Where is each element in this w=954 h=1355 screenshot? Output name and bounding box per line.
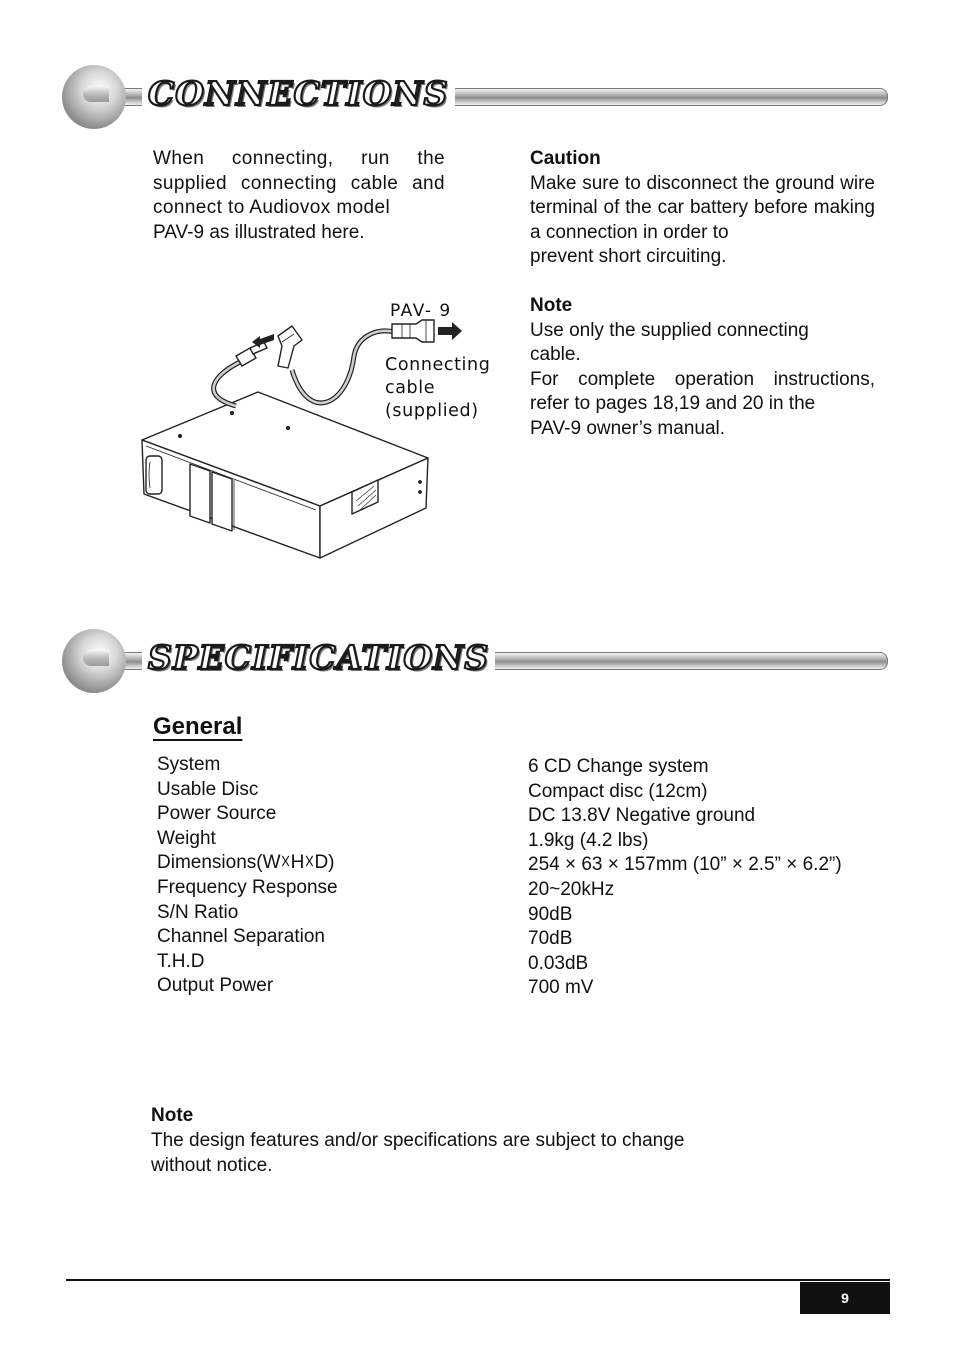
specifications-header xyxy=(62,626,888,696)
arrow-to-pav9 xyxy=(438,322,462,340)
cable-label-line-3: (supplied) xyxy=(385,401,479,421)
spec-value: 700 mV xyxy=(528,977,594,999)
connections-title: CONNECTIONS xyxy=(142,71,455,117)
specifications-note-text-1: The design features and/or specifications are subject to change xyxy=(151,1130,685,1151)
connections-intro xyxy=(153,147,445,245)
spec-value: DC 13.8V Negative ground xyxy=(528,805,756,827)
spec-value: Compact disc (12cm) xyxy=(528,780,708,802)
connections-note-text-1: Use only the supplied connecting xyxy=(530,319,809,341)
cable-label-line-1: Connecting xyxy=(385,355,491,375)
spec-label: Output Power xyxy=(157,975,274,997)
caution-text-last: prevent short circuiting. xyxy=(530,246,727,267)
spec-value: 1.9kg (4.2 lbs) xyxy=(528,829,649,851)
specifications-note-block xyxy=(151,1103,751,1178)
spec-values xyxy=(528,755,842,1001)
spec-value: 20~20kHz xyxy=(528,878,615,900)
footer-rule xyxy=(66,1279,890,1281)
spec-label: S/N Ratio xyxy=(157,901,239,923)
general-heading: General xyxy=(153,713,243,740)
spec-label: System xyxy=(157,754,221,775)
header-disc-hole xyxy=(83,650,109,666)
spec-label: Weight xyxy=(157,827,216,849)
header-disc-hole xyxy=(83,86,109,102)
connections-note-label: Note xyxy=(530,295,573,316)
spec-value: 254 × 63 × 157mm (10” × 2.5” × 6.2”) xyxy=(528,854,842,876)
changer-door-left xyxy=(146,456,162,494)
cable-to-pav9 xyxy=(292,331,394,403)
pav9-connector xyxy=(392,320,434,342)
intro-text: When connecting, run the supplied connecting cable and connect to Audiovox model xyxy=(153,148,445,218)
spec-label: Dimensions(W☓H☓D) xyxy=(157,852,335,874)
spec-value: 70dB xyxy=(528,928,573,950)
spec-label: Power Source xyxy=(157,803,277,825)
changer-door-middle xyxy=(190,464,210,523)
caution-label: Caution xyxy=(530,148,601,169)
intro-text-last: PAV-9 as illustrated here. xyxy=(153,221,365,243)
spec-labels xyxy=(157,753,338,999)
specifications-note-label: Note xyxy=(151,1105,194,1126)
right-angle-plug xyxy=(278,326,302,368)
connections-header xyxy=(62,62,888,132)
page-number: 9 xyxy=(800,1282,890,1314)
specifications-title: SPECIFICATIONS xyxy=(142,635,495,681)
connections-note-text-2-last: PAV-9 owner’s manual. xyxy=(530,417,726,439)
spec-label: Channel Separation xyxy=(157,926,325,948)
spec-label: Usable Disc xyxy=(157,778,259,800)
spec-label: T.H.D xyxy=(157,950,205,972)
connection-diagram xyxy=(140,296,510,560)
connections-note-text-2: For complete operation instructions, refer to pages 18,19 and 20 in the xyxy=(530,368,875,414)
cable-label-line-2: cable xyxy=(385,378,436,398)
spec-value: 0.03dB xyxy=(528,952,589,974)
pav9-label: PAV- 9 xyxy=(390,301,452,321)
specifications-note-text-2: without notice. xyxy=(151,1155,273,1176)
caution-text: Make sure to disconnect the ground wire terminal of the car battery before making a connection in order to xyxy=(530,172,875,243)
connections-note-text-1-last: cable. xyxy=(530,344,581,365)
connections-note-block xyxy=(530,294,875,441)
spec-value: 6 CD Change system xyxy=(528,756,709,777)
caution-block xyxy=(530,147,875,270)
spec-value: 90dB xyxy=(528,903,573,925)
spec-label: Frequency Response xyxy=(157,876,338,898)
